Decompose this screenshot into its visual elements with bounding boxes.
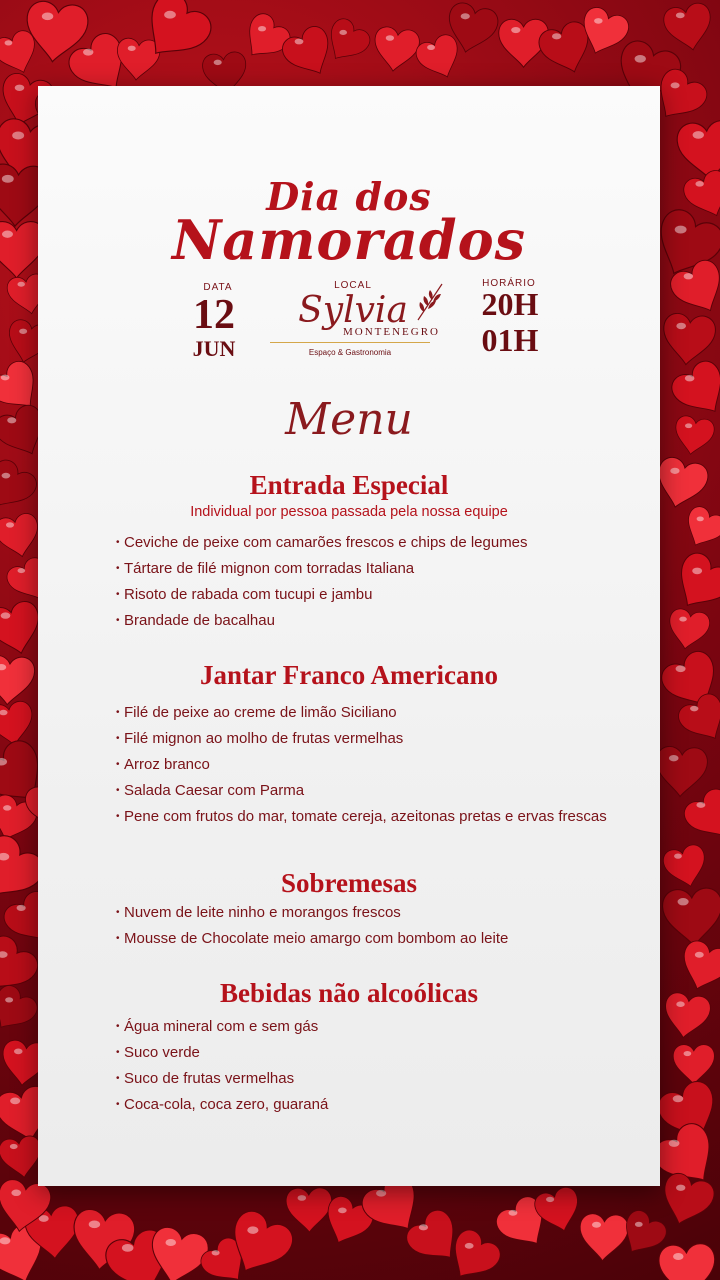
heart-highlight [693, 131, 704, 139]
heart-icon [0, 511, 43, 561]
heart-highlight [692, 568, 702, 575]
menu-card [38, 86, 660, 1186]
time-start: 20H [481, 286, 539, 322]
heart-highlight [7, 417, 16, 423]
heart-highlight [552, 33, 561, 39]
heart-icon [655, 746, 709, 798]
heart-highlight [14, 1049, 23, 1055]
heart-highlight [258, 26, 266, 31]
heart-icon [655, 1170, 717, 1231]
heart-highlight [670, 468, 679, 474]
section-title-jantar: Jantar Franco Americano [200, 660, 498, 690]
heart-icon [0, 655, 36, 707]
section-title-entrada: Entrada Especial [249, 470, 449, 500]
date-month: JUN [192, 336, 236, 361]
list-sobremesas [116, 904, 636, 956]
heart-highlight [697, 516, 704, 521]
date-label: DATA [203, 282, 233, 293]
heart-highlight [6, 522, 14, 527]
heart-highlight [673, 1253, 683, 1260]
heart-icon [578, 1213, 628, 1262]
heart-icon [671, 414, 715, 457]
logo-divider [270, 342, 430, 343]
heart-highlight [673, 1095, 684, 1102]
heart-icon [661, 843, 711, 892]
heart-highlight [635, 1222, 643, 1227]
list-item: • Filé mignon ao molho de frutas vermelhas [116, 730, 636, 756]
heart-highlight [295, 39, 304, 45]
heart-highlight [690, 706, 698, 712]
time-end: 01H [481, 322, 539, 358]
heart-highlight [676, 323, 686, 329]
heart-highlight [18, 568, 26, 573]
heart-icon [661, 991, 712, 1041]
heart-highlight [338, 1208, 347, 1214]
heart-icon [651, 455, 711, 513]
list-jantar [116, 704, 636, 844]
heart-icon [286, 1188, 332, 1233]
heart-highlight [128, 46, 136, 51]
section-subtitle-entrada: Individual por pessoa passada pela nossa equipe [190, 504, 508, 520]
heart-icon [667, 356, 720, 425]
heart-highlight [676, 1001, 684, 1007]
logo-name: Sylvia [298, 290, 408, 331]
heart-highlight [669, 755, 679, 761]
heart-highlight [1, 375, 10, 381]
heart-highlight [671, 82, 680, 88]
list-item: • Arroz branco [116, 756, 636, 782]
heart-highlight [247, 1226, 258, 1233]
heart-highlight [42, 13, 53, 21]
heart-highlight [10, 1144, 18, 1149]
heart-highlight [592, 1222, 601, 1228]
heart-highlight [676, 1185, 685, 1191]
heart-highlight [212, 1250, 220, 1255]
heart-icon [0, 456, 41, 519]
list-item: • Mousse de Chocolate meio amargo com bombom ao leite [116, 930, 636, 956]
heart-highlight [214, 60, 222, 65]
list-item: • Coca-cola, coca zero, guaraná [116, 1096, 636, 1122]
heart-highlight [10, 1097, 20, 1104]
heart-highlight [695, 181, 703, 187]
heart-highlight [669, 1140, 680, 1147]
horario-label: HORÁRIO [482, 278, 536, 289]
heart-highlight [511, 27, 520, 33]
heart-highlight [696, 802, 705, 808]
heart-highlight [419, 1224, 428, 1230]
heart-highlight [5, 997, 13, 1002]
heart-highlight [685, 375, 695, 381]
heart-highlight [2, 473, 11, 479]
heart-highlight [19, 329, 27, 334]
heart-highlight [461, 13, 470, 19]
heart-highlight [676, 665, 686, 672]
title-line-1: Dia dos [266, 174, 432, 219]
list-item: • Ceviche de peixe com camarões frescos e chips de legumes [116, 534, 636, 560]
heart-highlight [546, 1197, 554, 1202]
list-item: • Filé de peixe ao creme de limão Siciliano [116, 704, 636, 730]
heart-icon [665, 607, 711, 652]
list-item: • Pene com frutos do mar, tomate cereja, azeitonas pretas e ervas frescas [116, 808, 636, 844]
heart-highlight [674, 854, 682, 859]
heart-highlight [5, 40, 13, 45]
heart-highlight [675, 226, 687, 234]
heart-highlight [2, 175, 14, 183]
logo-surname: MONTENEGRO [343, 326, 440, 338]
logo-tagline: Espaço & Gastronomia [308, 348, 392, 357]
section-title-bebidas: Bebidas não alcoólicas [219, 978, 479, 1008]
heart-highlight [386, 35, 394, 41]
heart-highlight [508, 1210, 517, 1216]
heart-highlight [684, 1051, 692, 1056]
heart-highlight [15, 85, 25, 91]
heart-highlight [427, 45, 435, 50]
heart-icon [658, 1243, 716, 1280]
list-item: • Nuvem de leite ninho e morangos frescos [116, 904, 636, 930]
heart-icon [371, 25, 421, 74]
list-item: • Brandade de bacalhau [116, 612, 636, 638]
heart-highlight [685, 423, 692, 428]
heart-highlight [1, 612, 11, 618]
title-line-2: Namorados [171, 208, 527, 272]
heart-highlight [594, 18, 602, 24]
heart-highlight [695, 952, 704, 958]
heart-highlight [12, 131, 24, 139]
heart-highlight [122, 1244, 134, 1252]
heart-icon [665, 548, 720, 620]
heart-highlight [376, 1190, 386, 1197]
heart-icon [115, 37, 161, 82]
heart-icon [680, 784, 720, 848]
heart-icon [678, 503, 720, 554]
heart-highlight [3, 805, 11, 811]
heart-icon [675, 938, 720, 997]
heart-highlight [0, 1237, 10, 1244]
heart-highlight [89, 1221, 100, 1229]
heart-highlight [17, 905, 26, 911]
heart-icon [0, 981, 41, 1039]
list-item: • Risoto de rabada com tucupi e jambu [116, 586, 636, 612]
list-entrada [116, 534, 636, 638]
list-item: • Tártare de filé mignon com torradas Italiana [116, 560, 636, 586]
list-item: • Água mineral com e sem gás [116, 1018, 636, 1044]
heart-highlight [11, 1190, 21, 1196]
heart-highlight [678, 898, 689, 905]
heart-icon [673, 1045, 714, 1085]
menu-title: Menu [285, 394, 413, 445]
heart-icon [662, 1, 716, 54]
heart-highlight [298, 1195, 307, 1201]
heart-highlight [2, 231, 13, 238]
heart-highlight [676, 12, 685, 18]
leaf-icon [416, 282, 446, 322]
heart-highlight [684, 273, 693, 279]
heart-highlight [465, 1243, 474, 1249]
heart-highlight [164, 11, 176, 19]
list-item: • Suco verde [116, 1044, 636, 1070]
list-bebidas [116, 1018, 636, 1122]
list-item: • Salada Caesar com Parma [116, 782, 636, 808]
heart-highlight [679, 617, 687, 622]
date-day: 12 [193, 292, 235, 338]
heart-highlight [339, 30, 347, 35]
heart-highlight [165, 1239, 176, 1246]
heart-highlight [17, 282, 24, 287]
heart-icon [662, 887, 720, 947]
list-item: • Suco de frutas vermelhas [116, 1070, 636, 1096]
local-label: LOCAL [334, 280, 372, 291]
heart-highlight [635, 55, 646, 63]
heart-icon [660, 312, 717, 367]
section-title-sobremesas: Sobremesas [280, 868, 417, 898]
heart-highlight [83, 49, 93, 56]
